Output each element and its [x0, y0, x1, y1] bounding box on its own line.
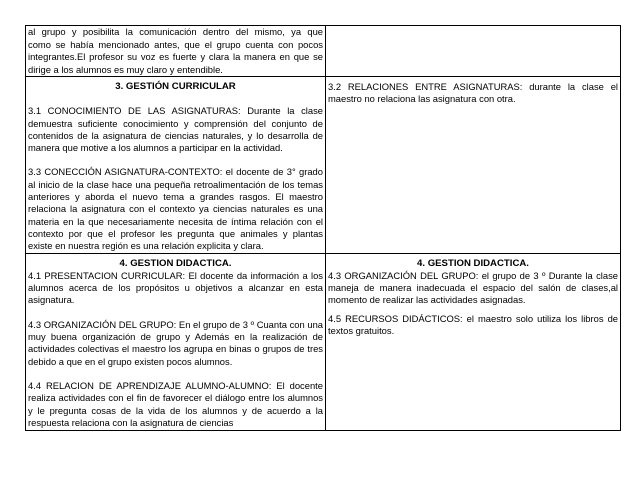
table-row [26, 26, 621, 77]
paragraph: 3.1 CONOCIMIENTO DE LAS ASIGNATURAS: Durante la clase demuestra suficiente conocimiento y comprensión del conjunto de contenidos de la asignatura de ciencias naturales, y lo desarrolla de manera que motive a los alumnos a participar en la actividad. [28, 105, 323, 154]
text-line: dirige a los alumnos es muy claro y entendible. [28, 63, 223, 75]
text-line: como se había mencionado antes, que el grupo cuenta con pocos [28, 38, 323, 50]
section-heading: 3. GESTIÓN CURRICULAR [115, 81, 236, 92]
table-cell-right [326, 26, 621, 77]
paragraph: 4.3 ORGANIZACIÓN DEL GRUPO: el grupo de 3 º Durante la clase maneja de manera inadecuada el espacio del salón de clases,al momento de realizar las actividades asignadas. [328, 269, 618, 306]
paragraph: 3.2 RELACIONES ENTRE ASIGNATURAS: durante la clase el maestro no relaciona las asignatura con otra. [328, 81, 618, 105]
paragraph: 4.4 RELACION DE APRENDIZAJE ALUMNO-ALUMNO: El docente realiza actividades con el fin de favorecer el diálogo entre los alumnos y le pregunta cosas de la vida de los alumnos y de acuerdo a la respuesta relaciona con la asignatura de ciencias [28, 379, 323, 428]
text-line: integrantes.El profesor su voz es fuerte y clara la manera en que se [28, 51, 323, 62]
table-cell-right [326, 77, 621, 254]
table-cell-left [26, 253, 326, 430]
table-cell-left [26, 26, 326, 77]
table-cell-right [326, 253, 621, 430]
paragraph: 4.5 RECURSOS DIDÁCTICOS: el maestro solo utiliza los libros de textos gratuitos. [328, 312, 618, 337]
section-heading: 4. GESTION DIDACTICA. [417, 257, 529, 269]
paragraph: 4.3 ORGANIZACIÓN DEL GRUPO: En el grupo de 3 º Cuanta con una muy buena organización de grupo y Además en la realización de actividades colectivas el maestro los agrupa en binas o grupos de tres debido a que en el grupo existen pocos alumnos. [28, 318, 323, 367]
table-row [26, 77, 621, 254]
table-cell-left [26, 77, 326, 254]
text-line: al grupo y posibilita la comunicación dentro del mismo, ya que [28, 26, 323, 37]
paragraph: 4.1 PRESENTACION CURRICULAR: El docente da información a los alumnos acerca de los propósitos u objetivos a alcanzar en esta asignatura. [28, 269, 323, 306]
evaluation-table [25, 25, 621, 431]
table-row [26, 253, 621, 430]
paragraph: 3.3 CONECCIÓN ASIGNATURA-CONTEXTO: el docente de 3° grado al inicio de la clase hace una pequeña retroalimentación de los temas anteriores y aborda el nuevo tema a grandes rasgos. El maestro relaciona la asignatura con el contexto ya ciencias naturales es una materia en la que necesariamente necesita de íntima relación con el contexto por que el profesor les pregunta que animales y plantas existe en nuestra región es una relación explicita y clara. [28, 166, 323, 252]
section-heading: 4. GESTION DIDACTICA. [119, 257, 232, 269]
